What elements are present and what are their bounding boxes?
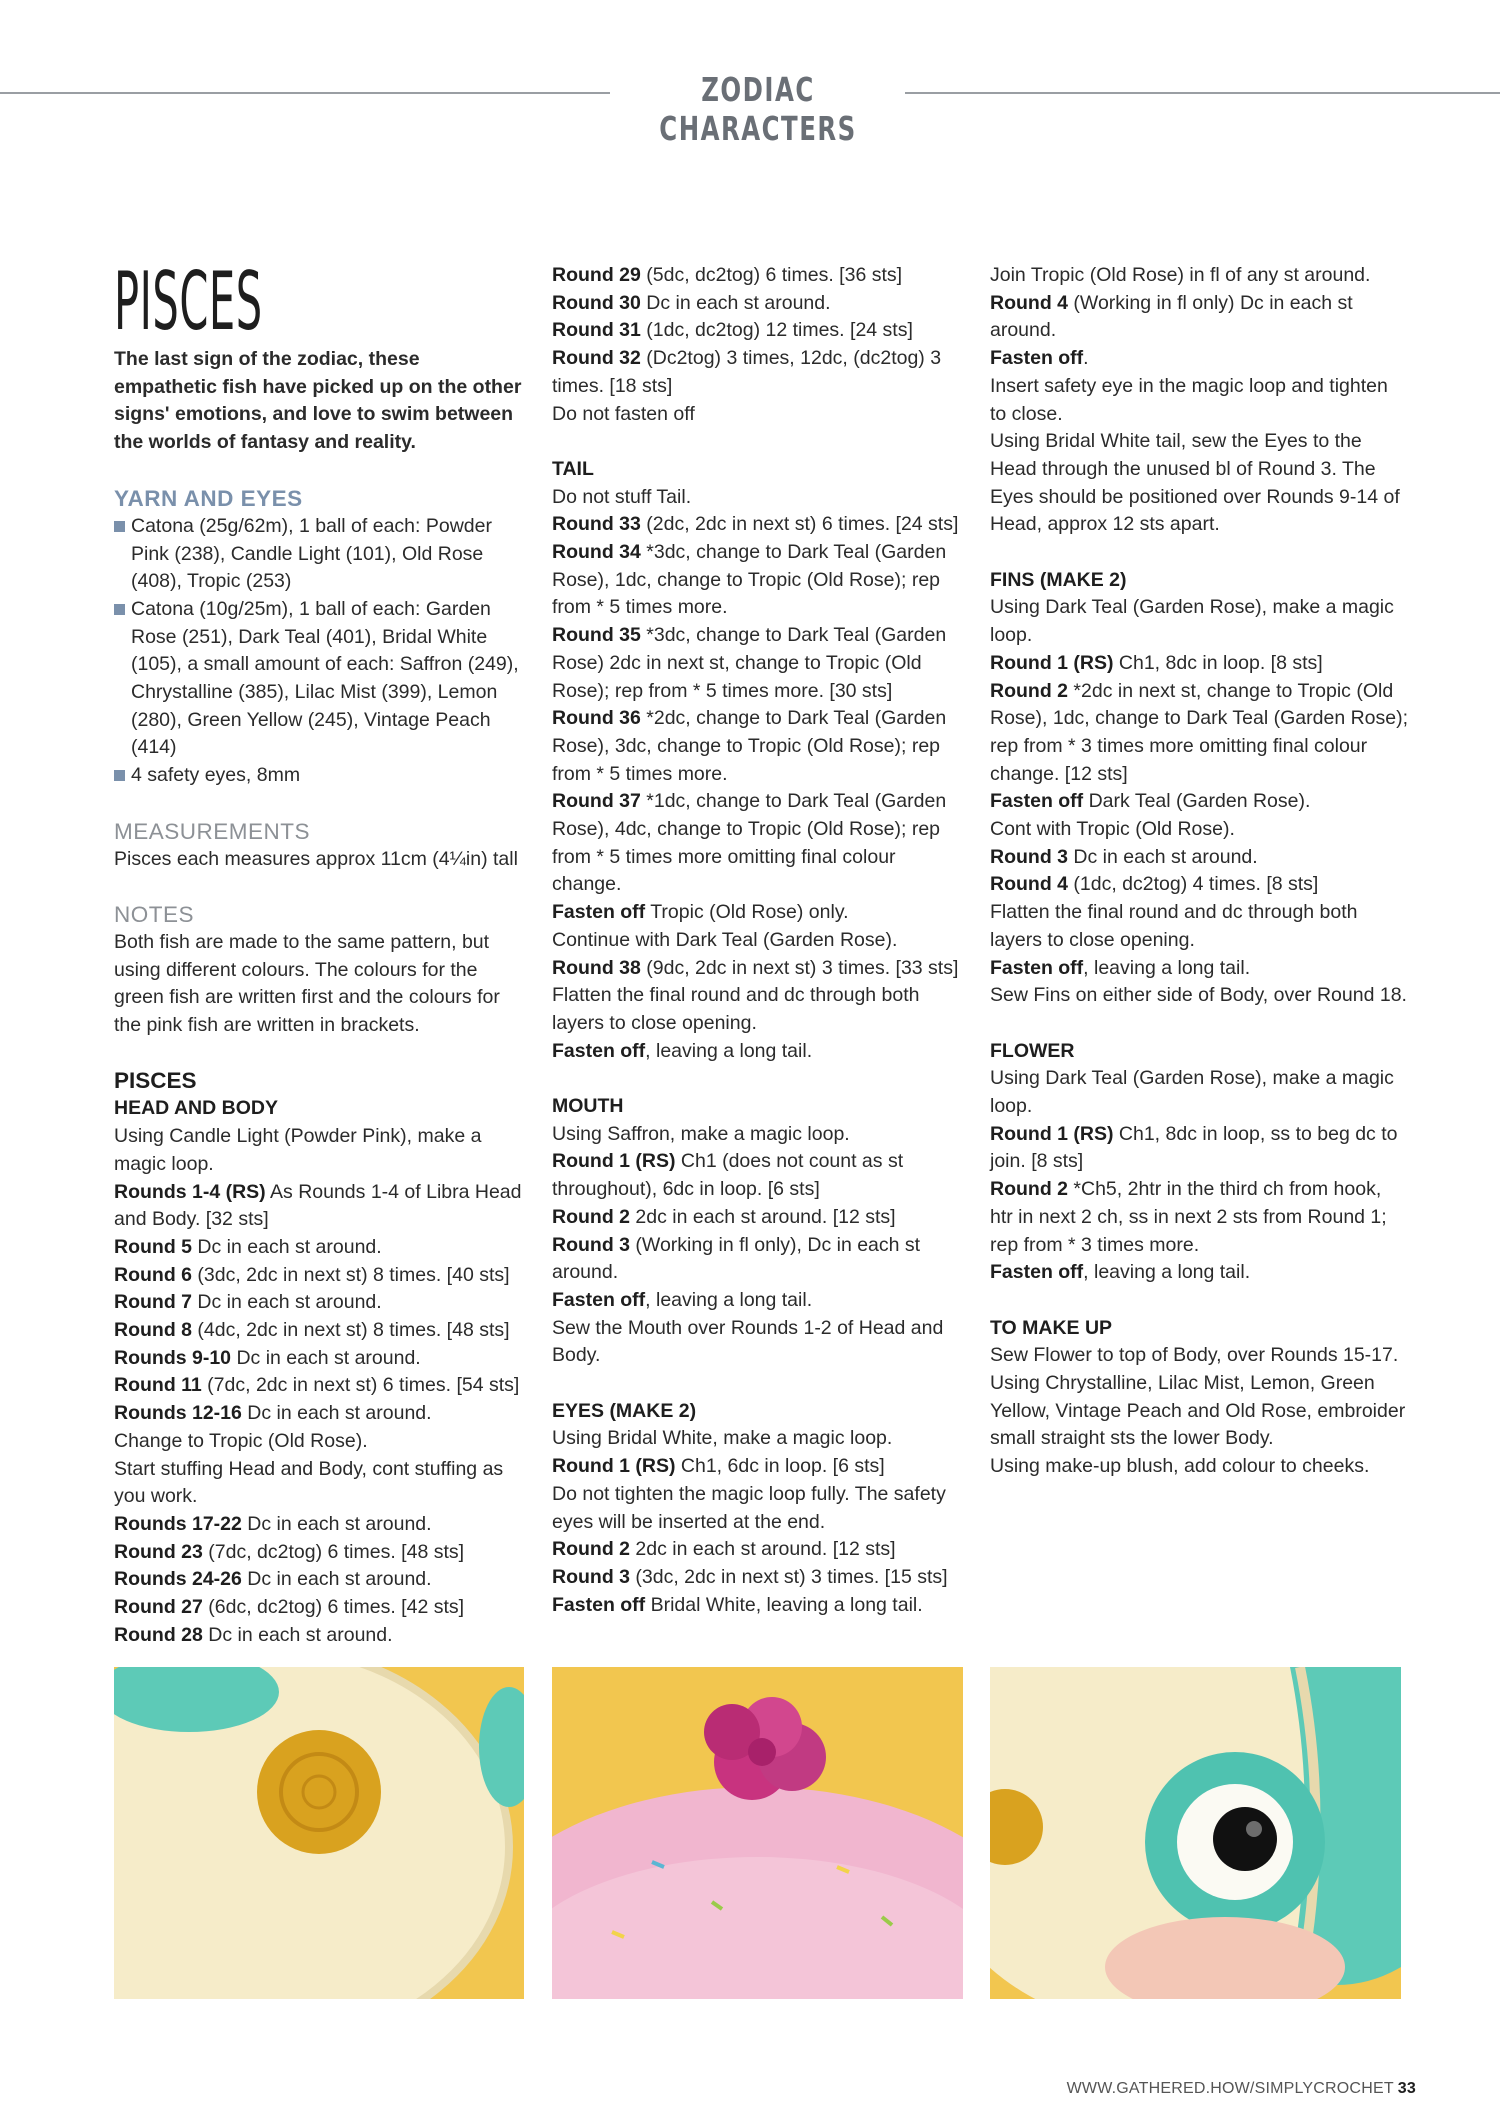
page-number: 33 — [1397, 2080, 1416, 2097]
instruction-line — [990, 290, 1408, 345]
tail-heading: TAIL — [552, 457, 594, 480]
instruction-text: (7dc, 2dc in next st) 6 times. [54 sts] — [201, 1374, 520, 1397]
round-label: Rounds 12-16 — [114, 1402, 242, 1425]
round-label: Round 6 — [114, 1263, 192, 1286]
instruction-line — [990, 788, 1408, 816]
header-rule-right — [905, 92, 1500, 94]
instruction-line — [990, 1259, 1408, 1287]
round-label: Round 2 — [552, 1205, 630, 1228]
round-label: Round 27 — [114, 1596, 203, 1619]
instruction-line — [114, 1179, 526, 1234]
head-body-instructions — [114, 1123, 526, 1649]
instruction-line — [552, 1121, 970, 1149]
instruction-line — [552, 290, 970, 318]
round-label: Round 1 (RS) — [552, 1455, 676, 1478]
instruction-line — [552, 401, 970, 429]
round-label: Round 23 — [114, 1540, 203, 1563]
instruction-text: Flatten the final round and dc through both layers to close opening. — [552, 984, 920, 1034]
instruction-line — [552, 539, 970, 622]
instruction-text: Change to Tropic (Old Rose). — [114, 1429, 368, 1452]
instruction-line — [114, 1234, 526, 1262]
instruction-line — [552, 1204, 970, 1232]
mouth-heading: MOUTH — [552, 1095, 624, 1118]
instruction-text: Insert safety eye in the magic loop and tighten to close. — [990, 374, 1388, 425]
section-title: ZODIAC CHARACTERS — [659, 70, 857, 148]
instruction-text: (5dc, dc2tog) 6 times. [36 sts] — [640, 264, 903, 286]
instruction-text: Using Bridal White tail, sew the Eyes to the Head through the unused bl of Round 3. The Eyes should be positioned over Rounds 9-14 of Head, approx 12 sts apart. — [990, 430, 1400, 536]
instruction-text: Do not tighten the magic loop fully. The safety eyes will be inserted at the end. — [552, 1482, 946, 1533]
instruction-text: Dc in each st around. — [241, 1512, 432, 1535]
instruction-line — [990, 1065, 1408, 1120]
instruction-line — [990, 1121, 1408, 1176]
instruction-line — [990, 678, 1408, 789]
round-label: Round 2 — [990, 1178, 1068, 1201]
notes-text: Both fish are made to the same pattern, but using different colours. The colours for the green fish are written first and the colours for the pink fish are written in brackets. — [114, 930, 500, 1037]
round-label: Fasten off — [552, 1288, 646, 1311]
page-header — [0, 70, 1500, 148]
round-label: Fasten off — [990, 1261, 1084, 1284]
notes-heading: NOTES — [114, 901, 195, 927]
instruction-text: Dc in each st around. — [241, 1568, 432, 1591]
instruction-text: Sew Flower to top of Body, over Rounds 15-17. — [990, 1344, 1399, 1367]
page-footer — [1067, 2080, 1416, 2098]
instruction-line — [114, 1372, 526, 1400]
instruction-line — [990, 1370, 1408, 1453]
measurements-heading: MEASUREMENTS — [114, 818, 311, 844]
instruction-text: Dc in each st around. — [241, 1402, 432, 1425]
instruction-text: Flatten the final round and dc through both layers to close opening. — [990, 901, 1358, 951]
instruction-line — [990, 650, 1408, 678]
photo-eye-closeup — [990, 1667, 1401, 1999]
instruction-line — [552, 899, 970, 927]
measurements-text: Pisces each measures approx 11cm (4¼in) tall — [114, 847, 518, 870]
instruction-line — [990, 816, 1408, 844]
instruction-line — [990, 262, 1408, 290]
instruction-line — [990, 428, 1408, 539]
instruction-text: Tropic (Old Rose) only. — [645, 901, 849, 924]
instruction-text: Using Bridal White, make a magic loop. — [552, 1427, 893, 1450]
round-label: Round 33 — [552, 513, 641, 536]
instruction-line — [114, 1262, 526, 1290]
column-1 — [114, 255, 526, 1649]
instruction-line — [990, 594, 1408, 649]
round-label: Rounds 17-22 — [114, 1512, 242, 1535]
instruction-text: (Dc2tog) 3 times, 12dc, (dc2tog) 3 times. [18 sts] — [552, 347, 942, 397]
instruction-text: Dc in each st around. — [192, 1235, 382, 1258]
page-title: PISCES — [114, 255, 263, 348]
round-label: Round 3 — [552, 1566, 630, 1588]
instruction-text: (3dc, 2dc in next st) 8 times. [40 sts] — [192, 1263, 510, 1286]
round-label: Round 28 — [114, 1623, 203, 1646]
instruction-line — [990, 871, 1408, 899]
instruction-line — [552, 955, 970, 983]
round-label: Fasten off — [552, 1593, 646, 1616]
instruction-text: *2dc in next st, change to Tropic (Old Rose), 1dc, change to Dark Teal (Garden Rose); rep from * 3 times more omitting final colour change. [12 sts] — [990, 679, 1409, 785]
instruction-text: Dark Teal (Garden Rose). — [1083, 790, 1311, 813]
instruction-line — [552, 705, 970, 788]
instruction-line — [552, 262, 970, 290]
instruction-text: Ch1, 8dc in loop. [8 sts] — [1113, 651, 1323, 674]
instruction-text: *Ch5, 2htr in the third ch from hook, htr in next 2 ch, ss in next 2 sts from Round 1; rep from * 3 times more. — [990, 1178, 1387, 1256]
round-label: Round 1 (RS) — [552, 1150, 676, 1173]
instruction-text: Dc in each st around. — [202, 1623, 393, 1646]
round-label: Round 3 — [552, 1233, 630, 1256]
instruction-text: Using make-up blush, add colour to cheeks. — [990, 1455, 1370, 1478]
instruction-text: Ch1 (does not count as st throughout), 6dc in loop. [6 sts] — [552, 1150, 904, 1201]
instruction-line — [552, 317, 970, 345]
round-label: Round 31 — [552, 319, 641, 342]
instruction-line — [990, 1176, 1408, 1259]
round-label: Rounds 24-26 — [114, 1568, 242, 1591]
flower-heading: FLOWER — [990, 1039, 1075, 1062]
round-label: Round 11 — [114, 1374, 202, 1397]
instruction-text: , leaving a long tail. — [645, 1288, 813, 1311]
instruction-text: Dc in each st around. — [231, 1346, 421, 1369]
instruction-text: Join Tropic (Old Rose) in fl of any st around. — [990, 264, 1371, 286]
round-label: Fasten off — [552, 1039, 646, 1062]
instruction-text: , leaving a long tail. — [1083, 1261, 1251, 1284]
instruction-text: Sew the Mouth over Rounds 1-2 of Head and Body. — [552, 1316, 944, 1367]
footer-url: WWW.GATHERED.HOW/SIMPLYCROCHET — [1066, 2080, 1394, 2097]
instruction-line — [114, 1566, 526, 1594]
mouth-instructions — [552, 1121, 970, 1370]
instruction-line — [990, 373, 1408, 428]
instruction-line — [114, 1428, 526, 1456]
round-label: Round 38 — [552, 956, 641, 979]
instruction-line — [552, 511, 970, 539]
instruction-line — [552, 484, 970, 512]
round-label: Rounds 1-4 (RS) — [114, 1180, 266, 1203]
instruction-text: (Working in fl only) Dc in each st around. — [990, 291, 1353, 342]
instruction-line — [990, 955, 1408, 983]
yarn-heading: YARN AND EYES — [114, 485, 303, 511]
instruction-text: *1dc, change to Dark Teal (Garden Rose), 4dc, change to Tropic (Old Rose); rep from * 5 times more omitting final colour change. — [552, 790, 947, 896]
instruction-line — [552, 345, 970, 400]
round-label: Round 30 — [552, 291, 641, 314]
instruction-text: Using Candle Light (Powder Pink), make a magic loop. — [114, 1125, 482, 1175]
round-label: Round 2 — [552, 1538, 630, 1561]
instruction-line — [552, 1536, 970, 1564]
round-label: Round 8 — [114, 1319, 192, 1342]
instruction-text: Dc in each st around. — [1068, 845, 1258, 868]
fins-instructions — [990, 594, 1408, 1010]
round-label: Fasten off — [552, 901, 646, 924]
instruction-text: Ch1, 6dc in loop. [6 sts] — [675, 1455, 885, 1478]
instruction-text: As Rounds 1-4 of Libra Head and Body. [32 sts] — [114, 1180, 522, 1231]
eyes-heading: EYES (MAKE 2) — [552, 1399, 697, 1422]
make-up-heading: TO MAKE UP — [990, 1316, 1113, 1339]
instruction-text: Using Saffron, make a magic loop. — [552, 1122, 850, 1145]
instruction-text: Dc in each st around. — [192, 1291, 382, 1314]
eyes-instructions — [552, 1425, 970, 1619]
instruction-line — [990, 1342, 1408, 1370]
tail-instructions — [552, 484, 970, 1066]
instruction-text: , leaving a long tail. — [645, 1039, 813, 1062]
instruction-text: (6dc, dc2tog) 6 times. [42 sts] — [202, 1596, 465, 1619]
instruction-line — [552, 1592, 970, 1620]
list-item: Catona (10g/25m), 1 ball of each: Garden Rose (251), Dark Teal (401), Bridal White (105), a small amount of each: Saffron (249), Chrystalline (385), Lilac Mist (399), Lemon (280), Green Yellow (245), Vintage Peach (414) — [114, 596, 526, 762]
instruction-line — [114, 1345, 526, 1373]
fins-heading: FINS (MAKE 2) — [990, 568, 1127, 591]
instruction-line — [552, 622, 970, 705]
instruction-line — [114, 1400, 526, 1428]
instruction-text: , leaving a long tail. — [1083, 956, 1251, 979]
instruction-text: 2dc in each st around. [12 sts] — [630, 1538, 896, 1561]
round-label: Round 7 — [114, 1291, 192, 1314]
instruction-text: (2dc, 2dc in next st) 6 times. [24 sts] — [640, 513, 959, 536]
instruction-line — [114, 1622, 526, 1650]
round-label: Round 3 — [990, 845, 1068, 868]
instruction-line — [552, 1481, 970, 1536]
round-label: Round 32 — [552, 347, 641, 370]
bullet-square-icon — [114, 770, 125, 781]
round-label: Round 29 — [552, 264, 641, 286]
instruction-text: (1dc, dc2tog) 12 times. [24 sts] — [640, 319, 913, 342]
round-label: Round 36 — [552, 707, 641, 730]
instruction-line — [990, 1453, 1408, 1481]
instruction-line — [552, 1425, 970, 1453]
instruction-text: Dc in each st around. — [640, 291, 831, 314]
instruction-line — [552, 982, 970, 1037]
instruction-line — [114, 1594, 526, 1622]
instruction-text: . — [1083, 347, 1089, 370]
list-item: Catona (25g/62m), 1 ball of each: Powder Pink (238), Candle Light (101), Old Rose (408), Tropic (253) — [114, 513, 526, 596]
instruction-text: Start stuffing Head and Body, cont stuffing as you work. — [114, 1457, 504, 1508]
list-item: 4 safety eyes, 8mm — [114, 762, 526, 790]
yarn-list — [114, 513, 526, 790]
round-label: Rounds 9-10 — [114, 1346, 232, 1369]
round-label: Round 2 — [990, 679, 1068, 702]
flower-instructions — [990, 1065, 1408, 1287]
instruction-line — [114, 1456, 526, 1511]
instruction-line — [990, 345, 1408, 373]
instruction-text: Ch1, 8dc in loop, ss to beg dc to join. [8 sts] — [990, 1122, 1398, 1173]
round-label: Fasten off — [990, 790, 1084, 813]
head-body-instructions-cont — [552, 262, 970, 428]
instruction-text: Using Chrystalline, Lilac Mist, Lemon, Green Yellow, Vintage Peach and Old Rose, embroider small straight sts the lower Body. — [990, 1372, 1406, 1450]
instruction-text: Cont with Tropic (Old Rose). — [990, 818, 1235, 841]
instruction-text: Bridal White, leaving a long tail. — [645, 1593, 923, 1616]
instruction-text: Sew Fins on either side of Body, over Round 18. — [990, 984, 1407, 1007]
instruction-text: (7dc, dc2tog) 6 times. [48 sts] — [202, 1540, 465, 1563]
instruction-line — [552, 1232, 970, 1287]
instruction-line — [114, 1511, 526, 1539]
instruction-text: Do not fasten off — [552, 402, 695, 425]
round-label: Round 1 (RS) — [990, 1122, 1114, 1145]
round-label: Round 35 — [552, 624, 641, 647]
instruction-line — [552, 1453, 970, 1481]
instruction-line — [552, 1315, 970, 1370]
bullet-square-icon — [114, 521, 125, 532]
instruction-line — [114, 1539, 526, 1567]
instruction-line — [990, 982, 1408, 1010]
head-body-heading: HEAD AND BODY — [114, 1097, 278, 1120]
instruction-line — [114, 1317, 526, 1345]
round-label: Round 5 — [114, 1235, 192, 1258]
round-label: Round 4 — [990, 291, 1068, 314]
round-label: Fasten off — [990, 347, 1084, 370]
round-label: Fasten off — [990, 956, 1084, 979]
instruction-line — [114, 1123, 526, 1178]
round-label: Round 1 (RS) — [990, 651, 1114, 674]
instruction-text: Using Dark Teal (Garden Rose), make a magic loop. — [990, 596, 1394, 647]
instruction-text: *3dc, change to Dark Teal (Garden Rose), 1dc, change to Tropic (Old Rose); rep from * 5 times more. — [552, 541, 947, 619]
round-label: Round 37 — [552, 790, 641, 813]
instruction-line — [552, 927, 970, 955]
instruction-text: (4dc, 2dc in next st) 8 times. [48 sts] — [192, 1319, 510, 1342]
photo-mouth-closeup — [114, 1667, 524, 1999]
instruction-text: (1dc, dc2tog) 4 times. [8 sts] — [1068, 873, 1319, 896]
instruction-line — [552, 1038, 970, 1066]
instruction-text: (3dc, 2dc in next st) 3 times. [15 sts] — [630, 1566, 948, 1588]
instruction-line — [990, 899, 1408, 954]
instruction-text: (Working in fl only), Dc in each st around. — [552, 1233, 921, 1284]
instruction-line — [990, 844, 1408, 872]
round-label: Round 4 — [990, 873, 1068, 896]
instruction-text: Using Dark Teal (Garden Rose), make a magic loop. — [990, 1067, 1394, 1118]
eyes-instructions-cont — [990, 262, 1408, 539]
instruction-line — [552, 788, 970, 899]
photo-flower-closeup — [552, 1667, 963, 1999]
instruction-text: *3dc, change to Dark Teal (Garden Rose) 2dc in next st, change to Tropic (Old Rose); rep from * 5 times more. [30 sts] — [552, 624, 947, 702]
header-rule-left — [0, 92, 610, 94]
instruction-text: (9dc, 2dc in next st) 3 times. [33 sts] — [640, 956, 959, 979]
make-up-instructions — [990, 1342, 1408, 1481]
instruction-line — [552, 1148, 970, 1203]
pattern-heading: PISCES — [114, 1068, 197, 1094]
column-2 — [552, 262, 970, 1619]
instruction-line — [552, 1287, 970, 1315]
intro-text: The last sign of the zodiac, these empathetic fish have picked up on the other signs' emotions, and love to swim between the worlds of fantasy and reality. — [114, 348, 522, 454]
instruction-text: Continue with Dark Teal (Garden Rose). — [552, 928, 898, 951]
instruction-text: Do not stuff Tail. — [552, 485, 692, 508]
instruction-line — [114, 1289, 526, 1317]
instruction-text: *2dc, change to Dark Teal (Garden Rose), 3dc, change to Tropic (Old Rose); rep from * 5 times more. — [552, 707, 947, 785]
round-label: Round 34 — [552, 541, 641, 564]
bullet-square-icon — [114, 604, 125, 615]
instruction-text: 2dc in each st around. [12 sts] — [630, 1205, 896, 1228]
instruction-line — [552, 1564, 970, 1592]
column-3 — [990, 262, 1408, 1481]
